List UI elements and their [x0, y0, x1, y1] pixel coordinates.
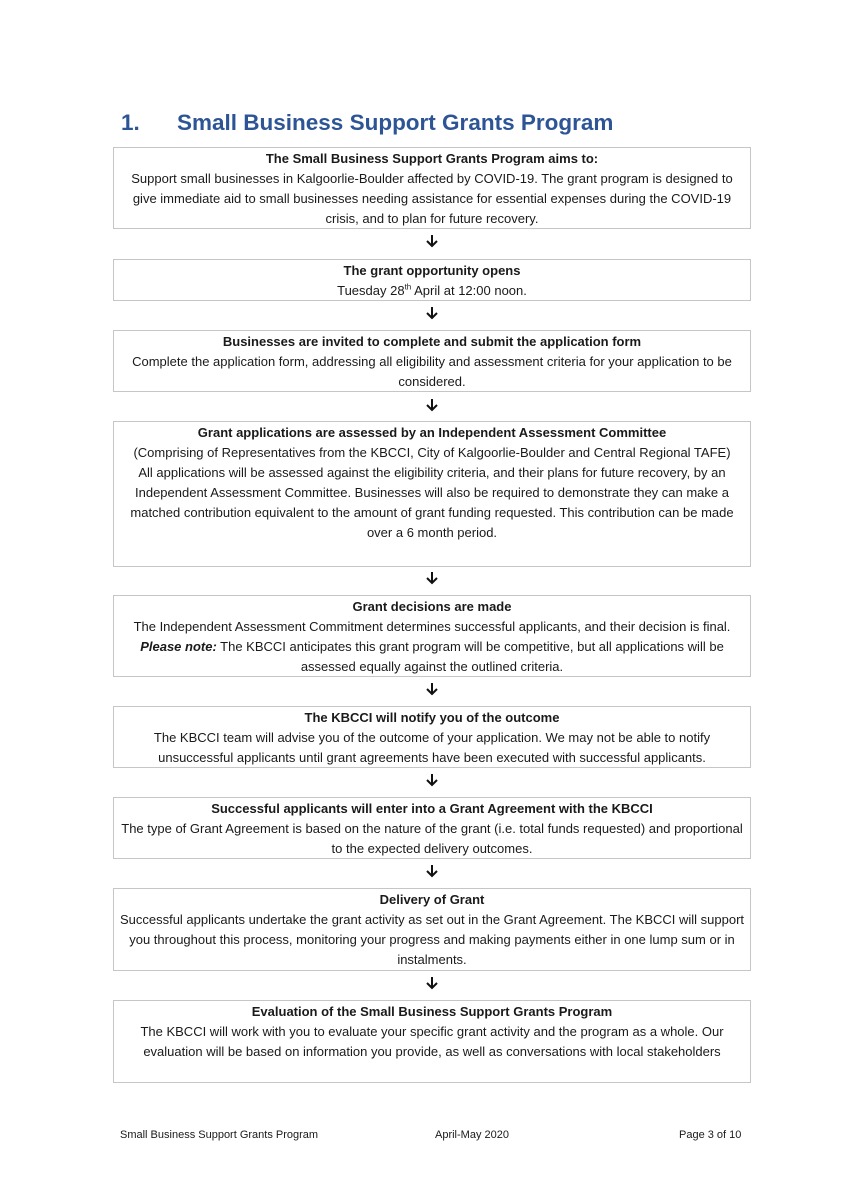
- step-body: Complete the application form, addressing all eligibility and assessment criteria for your application to be considered.: [132, 354, 732, 389]
- arrow-down-icon: [424, 773, 440, 787]
- step-box-opportunity-opens: [113, 259, 751, 301]
- arrow-down-icon: [424, 864, 440, 878]
- step-title: Evaluation of the Small Business Support Grants Program: [251, 1004, 613, 1019]
- step-title: The grant opportunity opens: [343, 263, 521, 278]
- step-box-evaluation: [113, 1000, 751, 1083]
- step-title: The Small Business Support Grants Program aims to:: [265, 151, 599, 166]
- step-box-decisions: [113, 595, 751, 677]
- arrow-down-icon: [424, 571, 440, 585]
- note-label: Please note:: [140, 639, 217, 654]
- step-title: The KBCCI will notify you of the outcome: [304, 710, 560, 725]
- arrow-down-icon: [424, 976, 440, 990]
- arrow-down-icon: [424, 306, 440, 320]
- section-title: Small Business Support Grants Program: [177, 110, 614, 135]
- step-subtitle: (Comprising of Representatives from the KBCCI, City of Kalgoorlie-Boulder and Central Regional TAFE): [133, 445, 731, 460]
- step-box-notify-outcome: [113, 706, 751, 768]
- arrow-down-icon: [424, 398, 440, 412]
- step-body: All applications will be assessed against the eligibility criteria, and their plans for future recovery, by an Independent Assessment Committee. Businesses will also be required to demonstrate they can make a matched contribution equivalent to the amount of grant funding requested. This contribution can be made over a 6 month period.: [130, 465, 734, 540]
- step-box-program-aims: [113, 147, 751, 229]
- footer-document-title: Small Business Support Grants Program: [120, 1129, 319, 1141]
- footer-page-number: Page 3 of 10: [679, 1129, 742, 1141]
- step-box-delivery: [113, 888, 751, 971]
- step-box-submit-application: [113, 330, 751, 392]
- step-title: Delivery of Grant: [379, 892, 485, 907]
- step-title: Successful applicants will enter into a Grant Agreement with the KBCCI: [211, 801, 653, 816]
- step-body: The Independent Assessment Commitment determines successful applicants, and their decision is final. Please note: The KBCCI anticipates this grant program will be competitive, but all applications will be assessed equally against the outlined criteria.: [133, 619, 731, 674]
- footer-date: April-May 2020: [435, 1129, 509, 1141]
- arrow-down-icon: [424, 234, 440, 248]
- section-heading: [121, 107, 613, 139]
- step-box-grant-agreement: [113, 797, 751, 859]
- step-body: Tuesday 28th April at 12:00 noon.: [337, 282, 527, 298]
- step-title: Grant decisions are made: [352, 599, 512, 614]
- step-body: Successful applicants undertake the grant activity as set out in the Grant Agreement. The KBCCI will support you throughout this process, monitoring your progress and making payments either in one lump sum or in instalments.: [119, 912, 745, 967]
- step-box-assessment: [113, 421, 751, 567]
- step-title: Grant applications are assessed by an Independent Assessment Committee: [197, 425, 667, 440]
- step-body: The KBCCI team will advise you of the outcome of your application. We may not be able to notify unsuccessful applicants until grant agreements have been executed with successful applicants.: [153, 730, 711, 765]
- section-number: 1.: [121, 110, 140, 135]
- step-body: The KBCCI will work with you to evaluate your specific grant activity and the program as a whole. Our evaluation will be based on information you provide, as well as conversations with local stakeholders: [140, 1024, 724, 1059]
- step-body: The type of Grant Agreement is based on the nature of the grant (i.e. total funds requested) and proportional to the expected delivery outcomes.: [121, 821, 743, 856]
- step-body: Support small businesses in Kalgoorlie-Boulder affected by COVID-19. The grant program is designed to give immediate aid to small businesses needing assistance for essential expenses during the COVID-19 crisis, and to plan for future recovery.: [131, 171, 733, 226]
- arrow-down-icon: [424, 682, 440, 696]
- step-title: Businesses are invited to complete and submit the application form: [222, 334, 642, 349]
